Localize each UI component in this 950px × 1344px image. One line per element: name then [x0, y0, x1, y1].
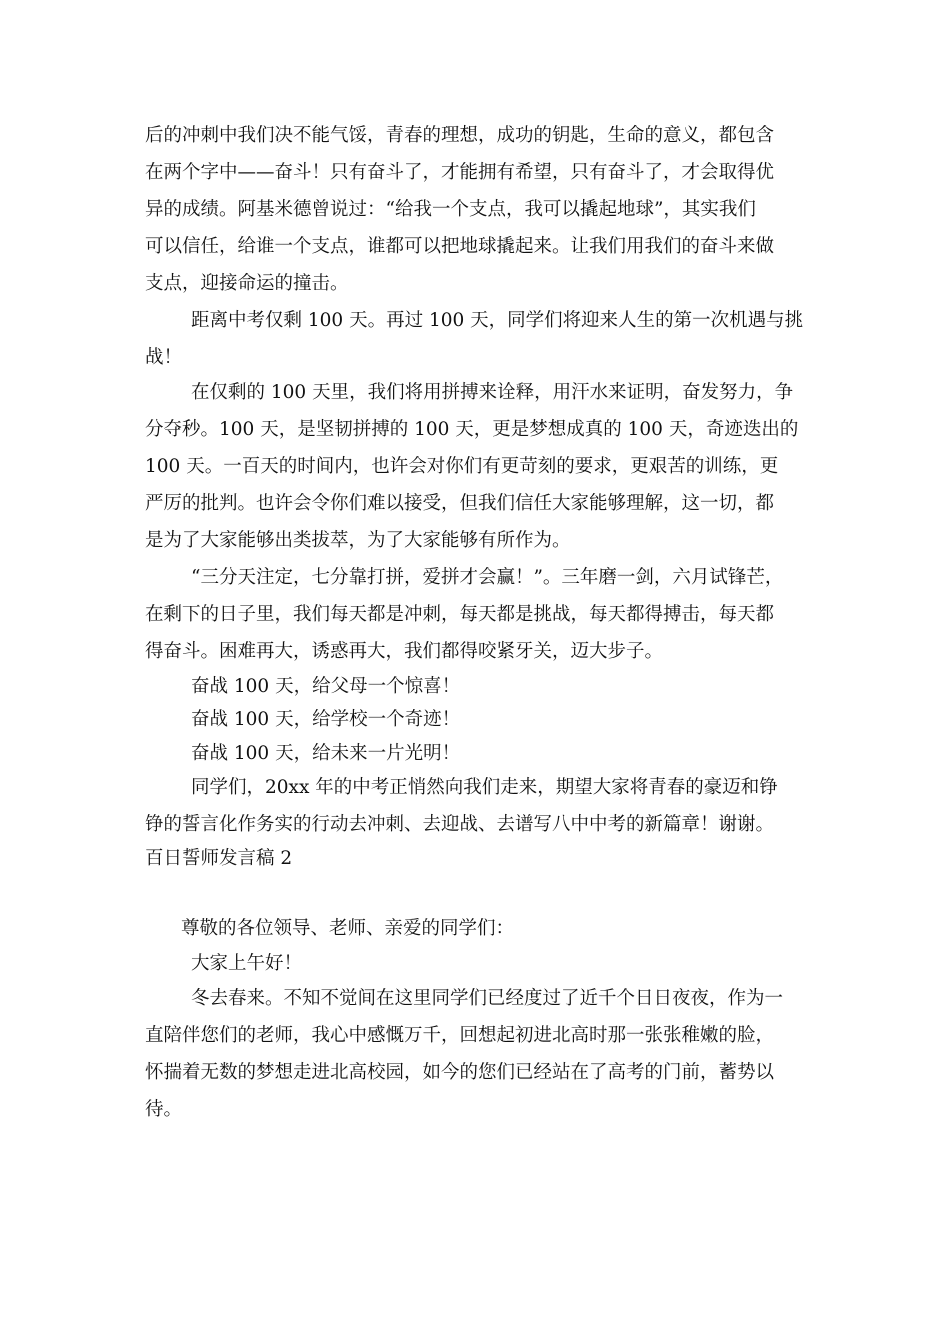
- text-line: 是为了大家能够出类拔萃，为了大家能够有所作为。: [145, 530, 571, 551]
- text-line: 待。: [145, 1099, 183, 1120]
- text-line: “三分天注定，七分靠打拼，爱拼才会赢！”。三年磨一剑，六月试锋芒，: [191, 567, 784, 588]
- text-line: 后的冲刺中我们决不能气馁，青春的理想，成功的钥匙，生命的意义，都包含: [145, 125, 775, 146]
- text-line: 奋战 100 天，给未来一片光明！: [191, 743, 461, 764]
- salutation: 尊敬的各位领导、老师、亲爱的同学们：: [181, 918, 515, 939]
- text-line: 在仅剩的 100 天里，我们将用拼搏来诠释，用汗水来证明，奋发努力，争: [191, 382, 794, 403]
- text-line: 冬去春来。不知不觉间在这里同学们已经度过了近千个日日夜夜，作为一: [191, 988, 784, 1009]
- text-line: 得奋斗。困难再大，诱惑再大，我们都得咬紧牙关，迈大步子。: [145, 641, 664, 662]
- text-line: 战！: [145, 347, 183, 368]
- text-line: 奋战 100 天，给父母一个惊喜！: [191, 676, 461, 697]
- text-line: 怀揣着无数的梦想走进北高校园，如今的您们已经站在了高考的门前，蓄势以: [145, 1062, 775, 1083]
- text-line: 100 天。一百天的时间内，也许会对你们有更苛刻的要求，更艰苦的训练，更: [145, 456, 779, 477]
- text-line: 同学们，20xx 年的中考正悄然向我们走来，期望大家将青春的豪迈和铮: [191, 777, 778, 798]
- text-line: 异的成绩。阿基米德曾说过：“给我一个支点，我可以撬起地球”，其实我们: [145, 199, 756, 220]
- text-line: 分夺秒。100 天，是坚韧拼搏的 100 天，更是梦想成真的 100 天，奇迹迭出的: [145, 419, 799, 440]
- text-line: 直陪伴您们的老师，我心中感慨万千，回想起初进北高时那一张张稚嫩的脸，: [145, 1025, 775, 1046]
- text-line: 可以信任，给谁一个支点，谁都可以把地球撬起来。让我们用我们的奋斗来做: [145, 236, 775, 257]
- section-heading: 百日誓师发言稿 2: [145, 848, 293, 869]
- text-line: 严厉的批判。也许会令你们难以接受，但我们信任大家能够理解，这一切，都: [145, 493, 775, 514]
- greeting: 大家上午好！: [191, 953, 303, 974]
- text-line: 奋战 100 天，给学校一个奇迹！: [191, 709, 461, 730]
- text-line: 支点，迎接命运的撞击。: [145, 273, 349, 294]
- text-line: 在剩下的日子里，我们每天都是冲刺，每天都是挑战，每天都得搏击，每天都: [145, 604, 775, 625]
- text-line: 在两个字中——奋斗！只有奋斗了，才能拥有希望，只有奋斗了，才会取得优: [145, 162, 775, 183]
- text-line: 铮的誓言化作务实的行动去冲刺、去迎战、去谱写八中中考的新篇章！谢谢。: [145, 814, 775, 835]
- text-line: 距离中考仅剩 100 天。再过 100 天，同学们将迎来人生的第一次机遇与挑: [191, 310, 804, 331]
